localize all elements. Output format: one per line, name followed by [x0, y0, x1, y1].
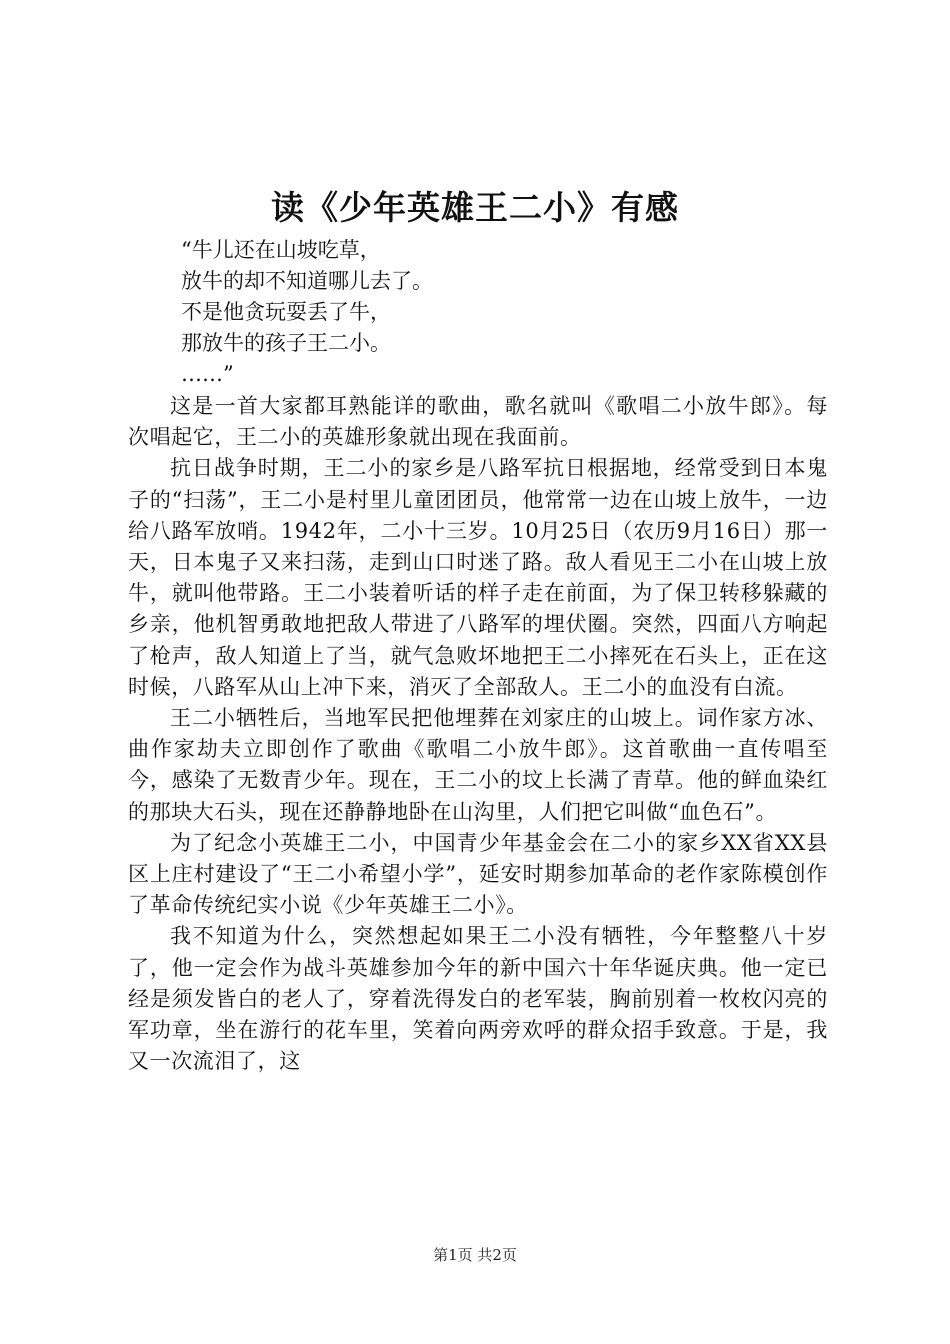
- paragraph: 王二小牺牲后，当地军民把他埋葬在刘家庄的山坡上。词作家方冰、曲作家劫夫立即创作了歌曲《歌唱二小放牛郎》。这首歌曲一直传唱至今，感染了无数青少年。现在，王二小的坟上长满了青草。他的鲜血染红的那块大石头，现在还静静地卧在山沟里，人们把它叫做“血色石”。: [128, 706, 828, 824]
- poem-line: 放牛的却不知道哪儿去了。: [181, 269, 433, 293]
- poem-line: 那放牛的孩子王二小。: [181, 331, 391, 355]
- body-text: [128, 391, 828, 1077]
- page-footer: 第1页 共2页: [433, 1246, 517, 1264]
- poem-line: “牛儿还在山坡吃草，: [181, 238, 381, 262]
- paragraph: 抗日战争时期，王二小的家乡是八路军抗日根据地，经常受到日本鬼子的“扫荡”，王二小是村里儿童团团员，他常常一边在山坡上放牛，一边给八路军放哨。1942年，二小十三岁。10月25日（农历9月16日）那一天，日本鬼子又来扫荡，走到山口时迷了路。敌人看见王二小在山坡上放牛，就叫他带路。王二小装着听话的样子走在前面，为了保卫转移躲藏的乡亲，他机智勇敢地把敌人带进了八路军的埋伏圈。突然，四面八方响起了枪声，敌人知道上了当，就气急败坏地把王二小摔死在石头上，正在这时候，八路军从山上冲下来，消灭了全部敌人。王二小的血没有白流。: [128, 456, 828, 699]
- poem-line: ……”: [181, 362, 234, 386]
- poem-block: [181, 235, 831, 390]
- document-title: 读《少年英雄王二小》有感: [271, 188, 679, 227]
- paragraph: 这是一首大家都耳熟能详的歌曲，歌名就叫《歌唱二小放牛郎》。每次唱起它，王二小的英雄形象就出现在我面前。: [128, 394, 828, 450]
- paragraph: 为了纪念小英雄王二小，中国青少年基金会在二小的家乡XX省XX县区上庄村建设了“王二小希望小学”，延安时期参加革命的老作家陈模创作了革命传统纪实小说《少年英雄王二小》。: [128, 830, 828, 918]
- paragraph: 我不知道为什么，突然想起如果王二小没有牺牲，今年整整八十岁了，他一定会作为战斗英雄参加今年的新中国六十年华诞庆典。他一定已经是须发皆白的老人了，穿着洗得发白的老军装，胸前别着一枚枚闪亮的军功章，坐在游行的花车里，笑着向两旁欢呼的群众招手致意。于是，我又一次流泪了，这: [128, 924, 828, 1074]
- poem-line: 不是他贪玩耍丢了牛，: [181, 300, 391, 324]
